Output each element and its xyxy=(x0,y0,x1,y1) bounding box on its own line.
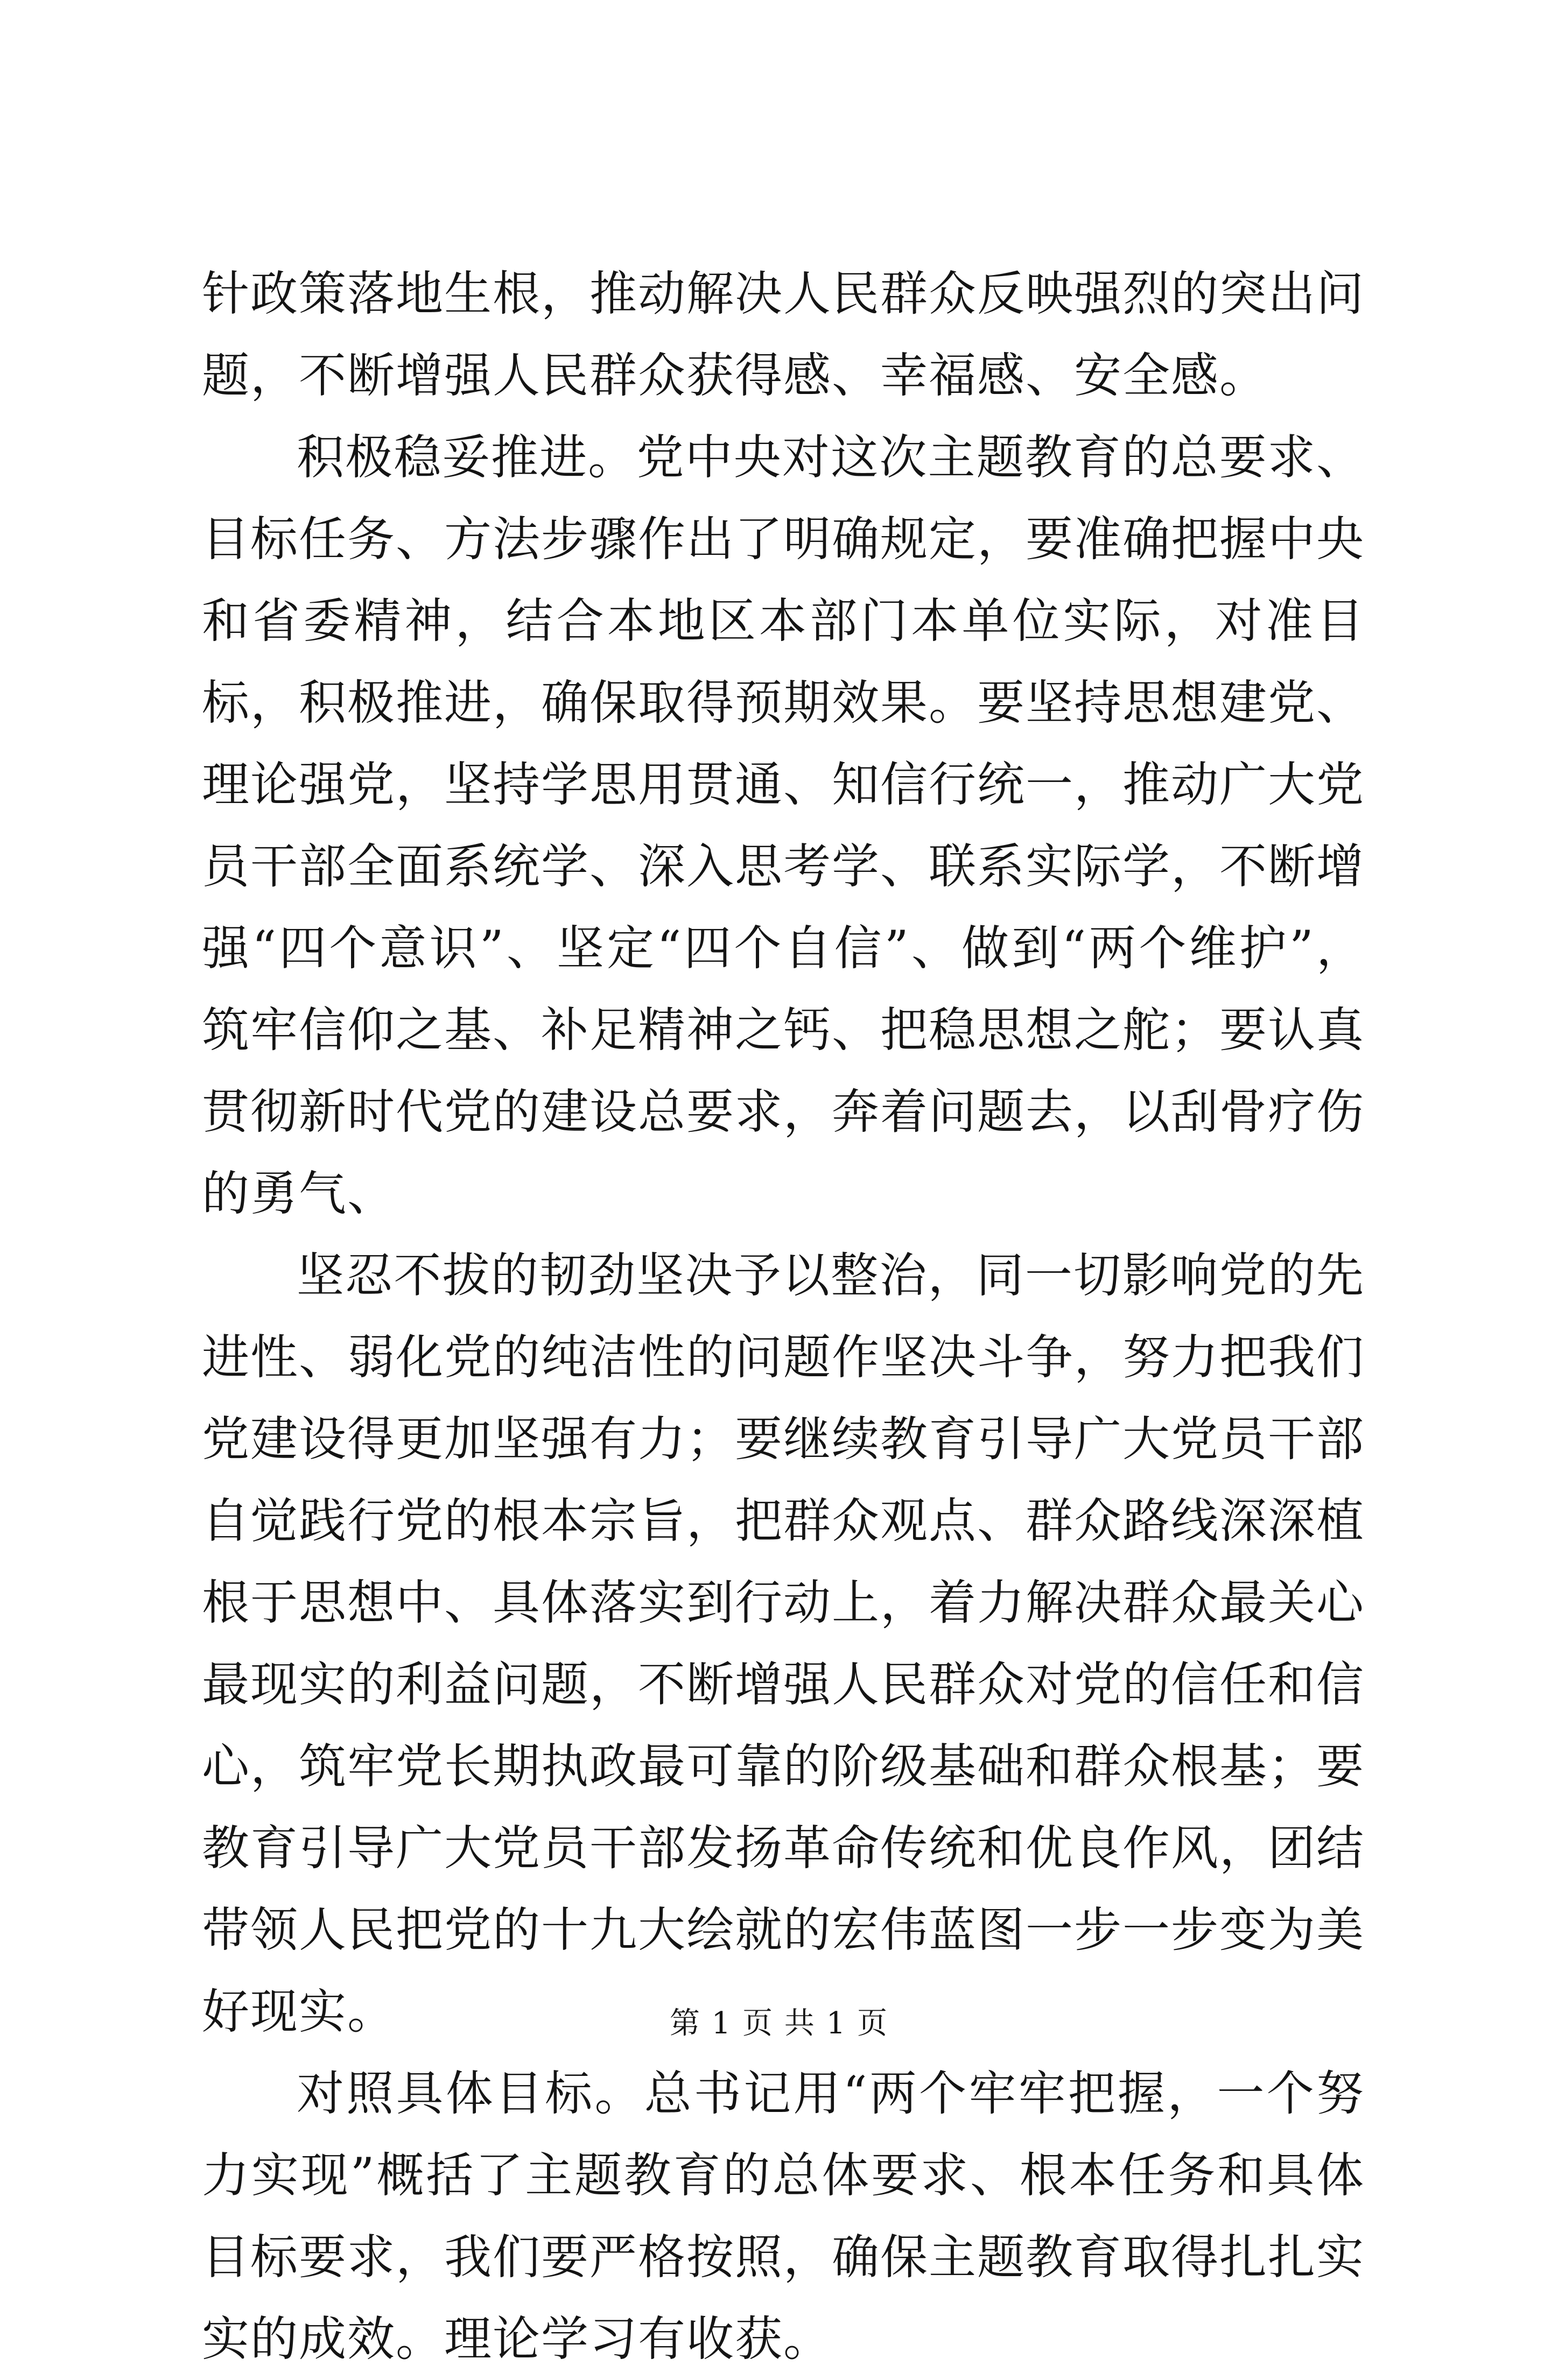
paragraph-2: 积极稳妥推进。党中央对这次主题教育的总要求、目标任务、方法步骤作出了明确规定，要准确把握中央和省委精神，结合本地区本部门本单位实际，对准目标，积极推进，确保取得预期效果。要坚持思想建党、理论强党，坚持学思用贯通、知信行统一，推动广大党员干部全面系统学、深入思考学、联系实际学，不断增强“四个意识”、坚定“四个自信”、做到“两个维护”，筑牢信仰之基、补足精神之钙、把稳思想之舵；要认真贯彻新时代党的建设总要求，奔着问题去，以刮骨疗伤的勇气、 xyxy=(202,429,1365,1221)
document-body xyxy=(202,253,1365,2380)
paragraph-3: 坚忍不拔的韧劲坚决予以整治，同一切影响党的先进性、弱化党的纯洁性的问题作坚决斗争，努力把我们党建设得更加坚强有力；要继续教育引导广大党员干部自觉践行党的根本宗旨，把群众观点、群众路线深深植根于思想中、具体落实到行动上，着力解决群众最关心最现实的利益问题，不断增强人民群众对党的信任和信心，筑牢党长期执政最可靠的阶级基础和群众根基；要教育引导广大党员干部发扬革命传统和优良作风，团结带领人民把党的十九大绘就的宏伟蓝图一步一步变为美好现实。 xyxy=(202,1248,1365,2039)
page-footer xyxy=(0,2002,1558,2045)
paragraph-4: 对照具体目标。总书记用“两个牢牢把握，一个努力实现”概括了主题教育的总体要求、根本任务和具体目标要求，我们要严格按照，确保主题教育取得扎扎实实的成效。理论学习有收获。 xyxy=(202,2066,1365,2367)
page-number-label: 第 1 页 共 1 页 xyxy=(669,2006,889,2041)
paragraph-1: 针政策落地生根，推动解决人民群众反映强烈的突出问题，不断增强人民群众获得感、幸福感、安全感。 xyxy=(202,266,1365,403)
